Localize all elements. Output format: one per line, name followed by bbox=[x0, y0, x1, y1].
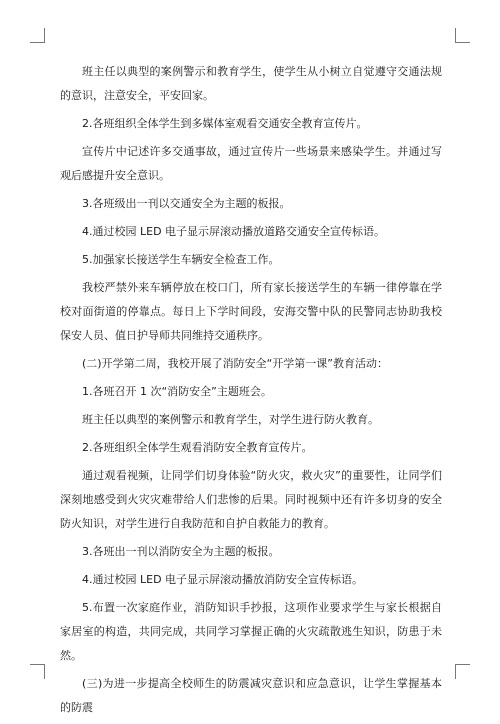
paragraph-item-4-fire-led: 4.通过校园 LED 电子显示屏滚动播放消防安全宣传标语。 bbox=[82, 573, 364, 586]
paragraph-item-2-traffic-video: 2.各班组织全体学生到多媒体室观看交通安全教育宣传片。 bbox=[82, 117, 368, 130]
paragraph-parking-rules: 我校严禁外来车辆停放在校口门，所有家长接送学生的车辆一律停靠在学校对面街道的停靠点。每日上下学时间段，安海交警中队的民警同志协助我校保安人员、值日护导师共同维持交通秩序。 bbox=[60, 281, 442, 342]
document-page bbox=[60, 60, 442, 724]
crop-mark-bottom-right bbox=[455, 664, 470, 679]
paragraph-intro-traffic-warning: 班主任以典型的案例警示和教育学生，使学生从小树立自觉遵守交通法规的意识，注意安全，平安回家。 bbox=[60, 65, 442, 102]
paragraph-item-1-fire-meeting: 1.各班召开 1 次“消防安全”主题班会。 bbox=[82, 385, 272, 398]
paragraph-item-5-vehicle-check: 5.加强家长接送学生车辆安全检查工作。 bbox=[82, 253, 280, 266]
paragraph-item-4-traffic-led: 4.通过校园 LED 电子显示屏滚动播放道路交通安全宣传标语。 bbox=[82, 225, 386, 238]
paragraph-video-description: 宣传片中记述许多交通事故，通过宣传片一些场景来感染学生。并通过写观后感提升安全意识。 bbox=[60, 145, 442, 182]
crop-mark-top-right bbox=[455, 28, 470, 43]
crop-mark-bottom-left bbox=[30, 664, 45, 679]
paragraph-item-5-homework: 5.布置一次家庭作业，消防知识手抄报，这项作业要求学生与家长根据自家居室的构造，共同完成，共同学习掌握正确的火灾疏散逃生知识，防患于未然。 bbox=[60, 601, 442, 662]
paragraph-item-3-traffic-board: 3.各班级出一刊以交通安全为主题的板报。 bbox=[82, 197, 291, 210]
paragraph-fire-warning: 班主任以典型的案例警示和教育学生，对学生进行防火教育。 bbox=[82, 413, 379, 426]
paragraph-item-2-fire-video: 2.各班组织全体学生观看消防安全教育宣传片。 bbox=[82, 441, 313, 454]
paragraph-fire-video-description: 通过观看视频，让同学们切身体验“防火灾，救火灾”的重要性，让同学们深刻地感受到火灾灾难带给人们悲惨的后果。同时视频中还有许多切身的安全防火知识，对学生进行自我防范和自护自救能力的教育。 bbox=[60, 469, 442, 530]
paragraph-section-2-fire-safety: (二)开学第二周，我校开展了消防安全“开学第一课”教育活动： bbox=[82, 357, 388, 370]
paragraph-item-3-fire-board: 3.各班出一刊以消防安全为主题的板报。 bbox=[82, 545, 280, 558]
crop-mark-top-left bbox=[30, 28, 45, 43]
paragraph-section-3-earthquake: (三)为进一步提高全校师生的防震减灾意识和应急意识，让学生掌握基本的防震 bbox=[60, 677, 442, 714]
